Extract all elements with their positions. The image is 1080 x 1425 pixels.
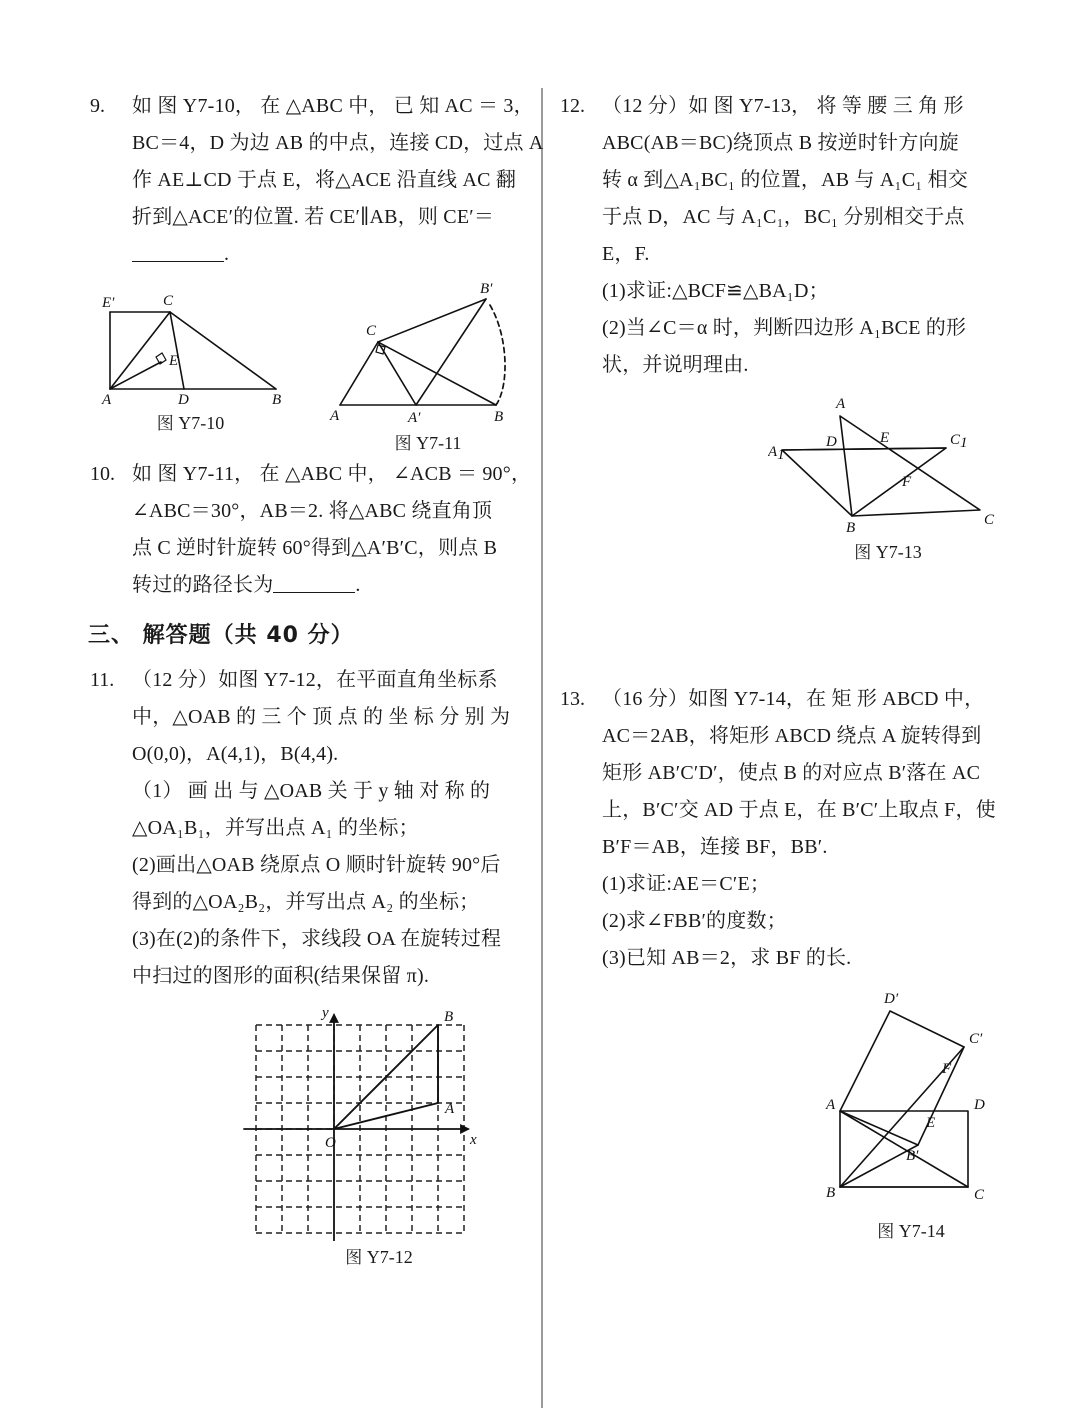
caption-id: Y7-10 (178, 413, 225, 433)
problem-13-line-3: 矩形 AB′C′D′，使点 B 的对应点 B′落在 AC (602, 762, 981, 784)
problem-11-line-4: （1） 画 出 与 △OAB 关 于 y 轴 对 称 的 (132, 780, 491, 802)
problem-12-line-8: 状，并说明理由. (602, 354, 749, 376)
problem-12-line-6: (1)求证:△BCF≌△BA₁D； (602, 280, 829, 302)
problem-13-line-7: (2)求∠FBB′的度数； (602, 910, 787, 932)
label-C: C (366, 323, 377, 339)
caption-id: Y7-11 (416, 433, 462, 453)
problem-10-line-4-text: 转过的路径长为 (132, 574, 274, 596)
label-A: A (445, 1101, 455, 1117)
label-B: B (494, 409, 504, 425)
problem-10-line-3: 点 C 逆时针旋转 60°得到△A′B′C，则点 B (132, 537, 498, 559)
problem-9-line-2: BC＝4，D 为边 AB 的中点，连接 CD，过点 A (132, 132, 544, 154)
figure-y7-13-wrap (768, 394, 1008, 563)
problem-13-line-8: (3)已知 AB＝2，求 BF 的长. (602, 947, 852, 969)
column-divider (541, 88, 543, 1408)
label-D-prime: D′ (884, 991, 899, 1007)
problem-10-line-1: 如 图 Y7-11， 在 △ABC 中， ∠ACB ＝ 90°， (132, 463, 532, 485)
figure-y7-10 (88, 277, 293, 407)
label-D: D (178, 392, 189, 407)
problem-13-line-5: B′F＝AB，连接 BF，BB′. (602, 836, 828, 858)
problem-13-number: 13. (560, 688, 585, 710)
problem-12 (558, 88, 1008, 384)
problem-13-body (602, 681, 1008, 977)
figure-y7-10-caption (88, 409, 293, 434)
figure-y7-14-wrap (814, 985, 1008, 1242)
label-E: E (880, 430, 890, 446)
problem-11-line-8: (3)在(2)的条件下，求线段 OA 在旋转过程 (132, 928, 502, 950)
problem-13-line-2: AC＝2AB，将矩形 ABCD 绕点 A 旋转得到 (602, 725, 982, 747)
problem-11-line-7: 得到的△OA₂B₂，并写出点 A₂ 的坐标； (132, 891, 480, 913)
label-A: A (836, 396, 846, 412)
problem-9-line-1: 如 图 Y7-10， 在 △ABC 中， 已 知 AC ＝ 3， (132, 95, 534, 117)
label-B: B (444, 1009, 454, 1025)
problem-11-number: 11. (90, 669, 115, 691)
problem-10-line-2: ∠ABC＝30°，AB＝2. 将△ABC 绕直角顶 (132, 500, 493, 522)
caption-prefix: 图 (854, 543, 872, 563)
label-C-prime: C′ (969, 1031, 983, 1047)
problem-11-line-3: O(0,0)，A(4,1)，B(4,4). (132, 743, 339, 765)
problem-13 (558, 681, 1008, 977)
problem-11-body (132, 662, 528, 995)
figure-y7-10-wrap (88, 277, 293, 454)
label-D: D (826, 434, 837, 450)
label-A-prime: A′ (408, 410, 421, 426)
label-A: A (826, 1097, 836, 1113)
label-B: B (272, 392, 282, 407)
figure-y7-14-caption (814, 1217, 1008, 1242)
label-y-axis: y (322, 1005, 329, 1021)
label-B: B (826, 1185, 836, 1201)
problem-9-period: . (224, 243, 230, 265)
problem-9 (88, 88, 544, 273)
label-C1: C1 (950, 432, 968, 451)
problem-9-line-4: 折到△ACE′的位置. 若 CE′∥AB，则 CE′＝ (132, 206, 495, 228)
figure-y7-12-caption (230, 1243, 528, 1268)
label-E: E (169, 353, 179, 369)
section-heading: 三、 解答题（共 40 分） (88, 623, 354, 648)
right-column (558, 88, 1008, 1242)
label-A: A (330, 408, 340, 424)
problem-9-body (132, 88, 544, 273)
answer-blank[interactable] (132, 244, 224, 262)
caption-prefix: 图 (394, 434, 412, 454)
caption-prefix: 图 (877, 1222, 895, 1242)
problem-12-line-4: 于点 D，AC 与 A₁C₁，BC₁ 分别相交于点 (602, 206, 965, 228)
problem-9-line-3: 作 AE⊥CD 于点 E，将△ACE 沿直线 AC 翻 (132, 169, 517, 191)
figure-y7-11-caption (328, 429, 528, 454)
problem-10-body (132, 456, 531, 604)
problem-12-line-7: (2)当∠C＝α 时，判断四边形 A₁BCE 的形 (602, 317, 967, 339)
problem-13-line-4: 上，B′C′交 AD 于点 E，在 B′C′上取点 F，使 (602, 799, 996, 821)
problem-10-line-4 (132, 567, 531, 604)
problem-12-line-5: E，F. (602, 243, 650, 265)
label-B-prime: B′ (906, 1148, 919, 1164)
label-B-prime: B′ (480, 281, 493, 297)
figure-y7-13-caption (768, 538, 1008, 563)
problem-10-number: 10. (90, 463, 115, 485)
problem-12-line-2: ABC(AB＝BC)绕顶点 B 按逆时针方向旋 (602, 132, 959, 154)
problem-11-line-2: 中，△OAB 的 三 个 顶 点 的 坐 标 分 别 为 (132, 706, 511, 728)
problem-10-period: . (355, 574, 361, 596)
label-F: F (902, 474, 912, 490)
problem-12-body (602, 88, 1008, 384)
figure-y7-12-wrap (230, 1001, 528, 1268)
left-column (88, 88, 544, 1268)
problem-11-line-5: △OA₁B₁，并写出点 A₁ 的坐标； (132, 817, 419, 839)
label-E: E (926, 1115, 936, 1131)
label-B: B (846, 520, 856, 534)
problem-12-line-1: （12 分）如 图 Y7-13， 将 等 腰 三 角 形 (602, 95, 964, 117)
problem-11-line-6: (2)画出△OAB 绕原点 O 顺时针旋转 90°后 (132, 854, 501, 876)
caption-id: Y7-12 (366, 1247, 413, 1267)
figure-y7-14 (814, 985, 1014, 1215)
label-D: D (974, 1097, 985, 1113)
problem-11-line-9: 中扫过的图形的面积(结果保留 π). (132, 965, 430, 987)
caption-prefix: 图 (156, 414, 174, 434)
caption-prefix: 图 (345, 1248, 363, 1268)
figure-y7-11-wrap (328, 277, 528, 454)
label-x-axis: x (470, 1132, 477, 1148)
label-A1: A1 (768, 444, 785, 463)
problem-13-line-1: （16 分）如图 Y7-14，在 矩 形 ABCD 中， (602, 688, 985, 710)
label-O: O (325, 1135, 336, 1151)
label-A: A (102, 392, 112, 407)
caption-id: Y7-14 (898, 1221, 945, 1241)
label-F: F (942, 1061, 952, 1077)
problem-10 (88, 456, 532, 604)
figure-y7-11 (328, 277, 528, 427)
label-C: C (984, 512, 995, 528)
problem-9-answer-line (132, 236, 544, 273)
problem-13-line-6: (1)求证:AE＝C′E； (602, 873, 771, 895)
label-C: C (974, 1187, 985, 1203)
figure-y7-12 (230, 1001, 480, 1241)
label-C: C (163, 293, 174, 309)
label-E-prime: E′ (102, 295, 115, 311)
problem-12-line-3: 转 α 到△A₁BC₁ 的位置，AB 与 A₁C₁ 相交 (602, 169, 969, 191)
problem-12-number: 12. (560, 95, 585, 117)
answer-blank[interactable] (273, 575, 355, 593)
problem-9-number: 9. (90, 95, 105, 117)
figure-y7-13 (768, 394, 1003, 534)
figure-row-top (88, 277, 528, 454)
problem-11-line-1: （12 分）如图 Y7-12，在平面直角坐标系 (132, 669, 498, 691)
problem-11 (88, 662, 528, 995)
caption-id: Y7-13 (875, 542, 922, 562)
